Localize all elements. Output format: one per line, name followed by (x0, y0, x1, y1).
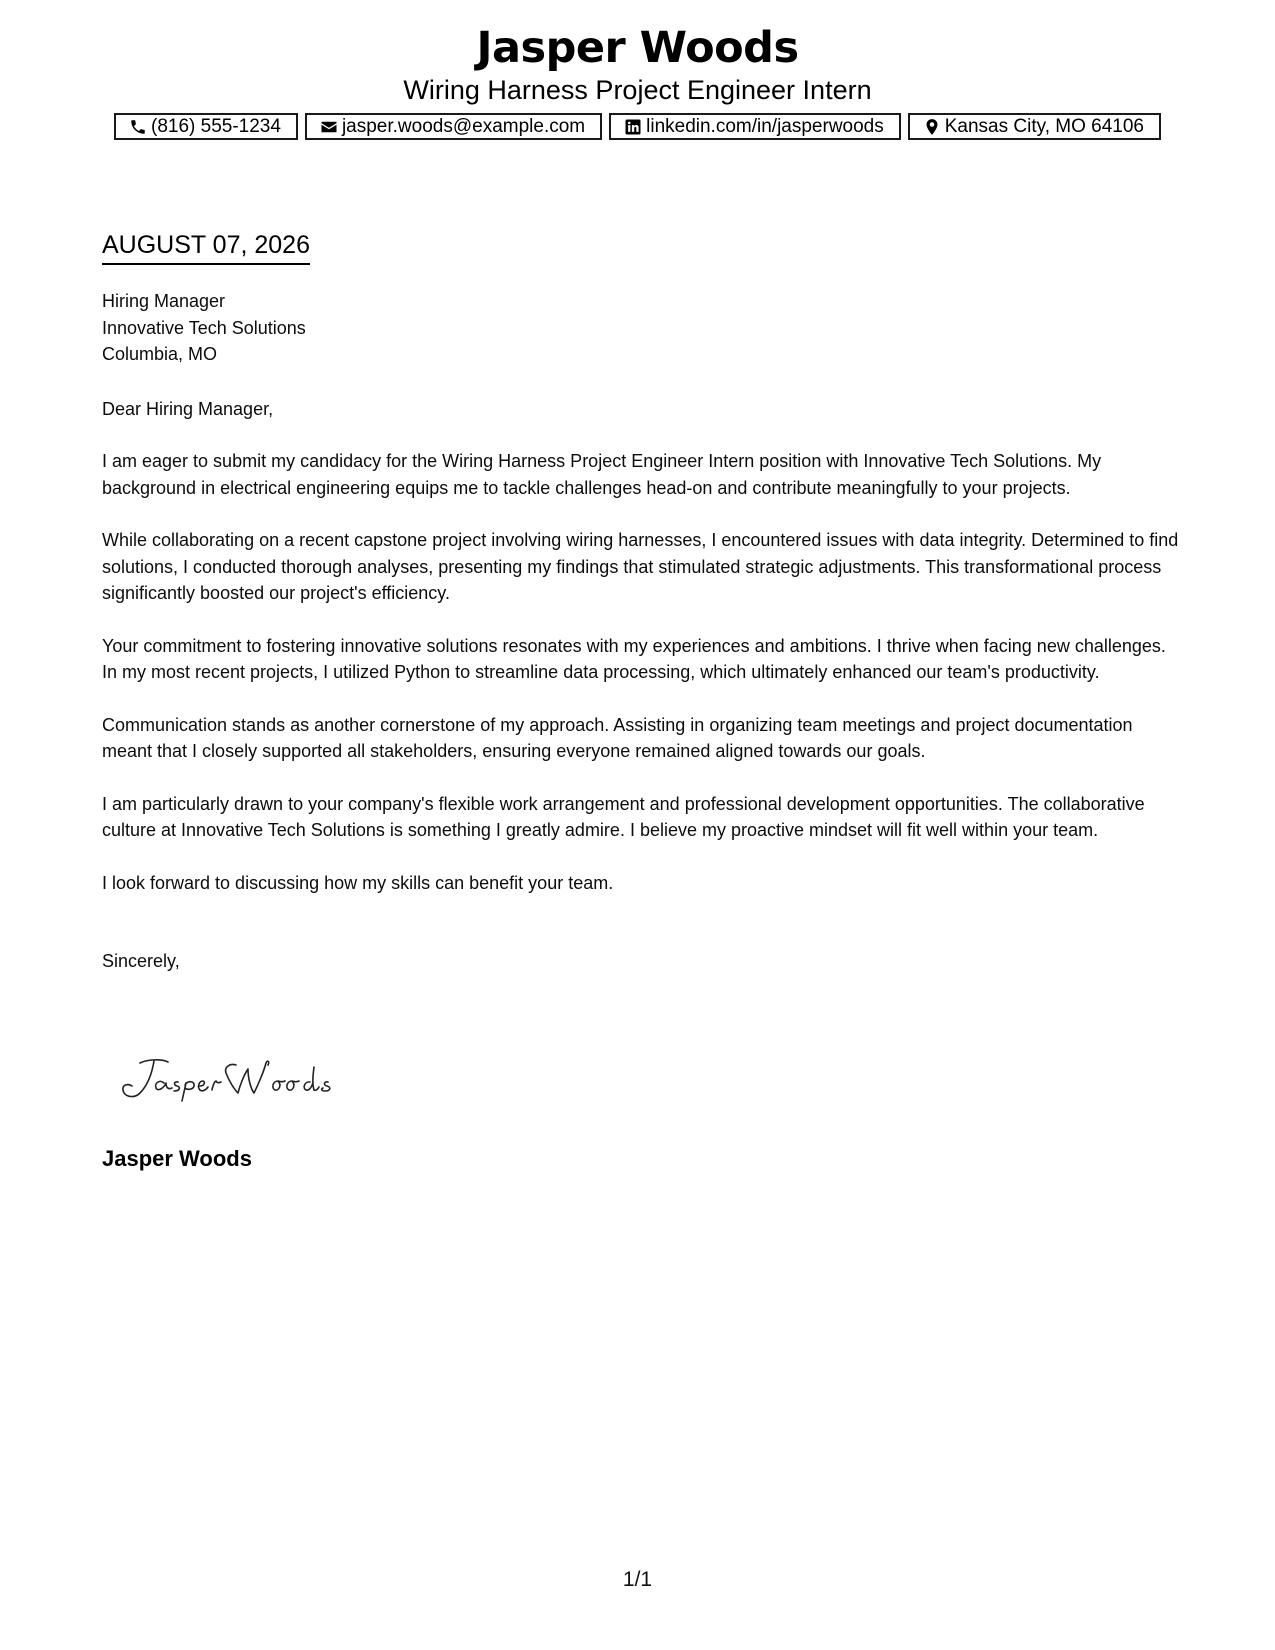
contact-email-text: jasper.woods@example.com (341, 115, 586, 137)
paragraph-5: I am particularly drawn to your company's flexible work arrangement and professional development opportunities. The collaborative culture at Innovative Tech Solutions is something I greatly admire. I believe my proactive mindset will fit well within your team. (102, 793, 1145, 840)
handwritten-signature (118, 1055, 348, 1103)
contact-bar (0, 113, 1275, 140)
applicant-role: Wiring Harness Project Engineer Intern (403, 75, 872, 105)
contact-phone-text: (816) 555-1234 (151, 115, 281, 137)
letter-date: AUGUST 07, 2026 (102, 230, 310, 265)
paragraph-6: I look forward to discussing how my skills can benefit your team. (102, 872, 614, 893)
page-number: 1/1 (622, 1568, 653, 1591)
recipient-company: Innovative Tech Solutions (102, 317, 306, 338)
letter-body (102, 288, 1182, 975)
linkedin-icon (624, 118, 642, 136)
contact-location[interactable] (908, 113, 1161, 140)
recipient-title: Hiring Manager (102, 291, 226, 311)
letter-header (0, 22, 1275, 106)
contact-email[interactable] (305, 113, 602, 140)
recipient-location: Columbia, MO (102, 344, 218, 364)
contact-linkedin-text: linkedin.com/in/jasperwoods (646, 115, 884, 137)
closing: Sincerely, (102, 951, 180, 971)
recipient-block (102, 288, 1182, 368)
envelope-icon (320, 118, 338, 136)
paragraph-1: I am eager to submit my candidacy for the Wiring Harness Project Engineer Intern position with Innovative Tech Solutions. My background in electrical engineering equips me to tackle challenges head-on and contribute meaningfully to your projects. (102, 451, 1102, 498)
signer-name: Jasper Woods (102, 1146, 252, 1171)
phone-icon (129, 118, 147, 136)
map-marker-icon (923, 118, 941, 136)
paragraph-3: Your commitment to fostering innovative solutions resonates with my experiences and ambitions. I thrive when facing new challenges. In my most recent projects, I utilized Python to streamline data processing, which ultimately enhanced our team's productivity. (102, 635, 1166, 682)
contact-location-text: Kansas City, MO 64106 (944, 115, 1144, 137)
paragraph-2: While collaborating on a recent capstone project involving wiring harnesses, I encountered issues with data integrity. Determined to find solutions, I conducted thorough analyses, presenting my findings that stimulated strategic adjustments. This transformational process significantly boosted our project's efficiency. (102, 530, 1179, 603)
contact-linkedin[interactable] (609, 113, 901, 140)
applicant-name: Jasper Woods (476, 23, 799, 73)
salutation: Dear Hiring Manager, (102, 398, 274, 419)
paragraph-4: Communication stands as another cornerstone of my approach. Assisting in organizing team meetings and project documentation meant that I closely supported all stakeholders, ensuring everyone remained aligned towards our goals. (102, 714, 1133, 761)
contact-phone[interactable] (114, 113, 298, 140)
